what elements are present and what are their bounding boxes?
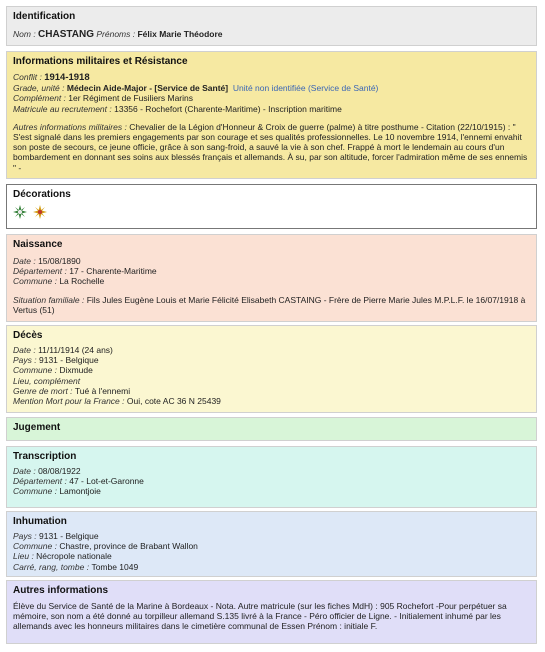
transcription-dept-label: Département	[13, 476, 63, 487]
militaire-heading: Informations militaires et Résistance	[13, 56, 188, 67]
inhumation-carre: Tombe 1049	[91, 561, 139, 572]
prenoms-value: Félix Marie Théodore	[137, 29, 223, 39]
prenoms-label: Prénoms	[96, 29, 131, 39]
autres-mil-value: Chevalier de la Légion d'Honneur & Croix de guerre (palme) à titre posthume - Citation (22/10/1915) : " S'est signalé dans les premiers engagements par son courage et ses qualités professionnelles. Le 10 novembre 1914, l'ennemi envahit son poste de secours, ce jeune officie, grâce à son sang-froid, a sauvé la vie à son chef. Frappé à mort le lendemain au cours d'un bombardement en donnant ses soins aux blessés français et allemands. À su, par son altitude, forcer l'admiration même de ses ennemis " -	[13, 121, 528, 173]
deces-commune-label: Commune	[13, 365, 53, 376]
deces-lieu-label: Lieu, complément	[13, 375, 81, 386]
deces-date: 11/11/1914 (24 ans)	[38, 345, 113, 355]
famille-value: Fils Jules Eugène Louis et Marie Félicité Elisabeth CASTAING - Frère de Pierre Marie Jules M.P.L.F. le 16/07/1918 à Vertus (51)	[13, 294, 526, 315]
section-inhumation: Inhumation Pays : 9131 - Belgique Commune : Chastre, province de Brabant Wallon Lieu : Nécropole nationale Carré, rang, tombe : Tombe 1049	[6, 511, 537, 577]
transcription-dept: 47 - Lot-et-Garonne	[69, 476, 144, 487]
inhumation-pays: 9131 - Belgique	[39, 531, 99, 541]
section-naissance: Naissance Date : 15/08/1890 Département : 17 - Charente-Maritime Commune : La Rochelle Situation familiale : Fils Jules Eugène Louis et Marie Félicité Elisabeth CASTAING - Frère de Pierre Marie Jules M.P.L.F. le 16/07/1918 à Vertus (51)	[6, 234, 537, 322]
inhumation-lieu-label: Lieu	[13, 551, 30, 562]
inhumation-lieu: Nécropole nationale	[36, 551, 112, 562]
naissance-date-label: Date	[13, 256, 31, 266]
decorations-heading: Décorations	[13, 189, 71, 200]
transcription-heading: Transcription	[13, 451, 77, 462]
deces-date-label: Date	[13, 345, 31, 355]
nom-value: CHASTANG	[38, 29, 94, 40]
deces-pays-label: Pays	[13, 355, 32, 366]
deces-mention: Oui, cote AC 36 N 25439	[126, 396, 221, 407]
section-militaire: Informations militaires et Résistance Conflit : 1914-1918 Grade, unité : Médecin Aide-Major - [Service de Santé] Unité non identifiée (Service de Santé) Complément : 1er Régiment de Fusiliers Marins Matricule au recrutement : 13356 - Rochefort (Charente-Maritime) - Inscription maritime Autres informations militaires : Chevalier de la Légion d'Honneur & Croix de guerre (palme) à titre posthume - Citation (22/10/1915) : " S'est signalé dans les premiers engagements par son courage et ses qualités professionnelles. Le 10 novembre 1914, l'ennemi envahit son poste de secours, ce jeune officie, grâce à son sang-froid, a sauvé la vie à son chef. Frappé à mort le lendemain au cours d'un bombardement en donnant ses soins aux blessés français et allemands. À su, par son altitude, forcer l'admiration même de ses ennemis " -	[6, 51, 537, 179]
transcription-commune: Lamontjoie	[59, 486, 101, 497]
section-autres	[6, 580, 537, 644]
deces-heading: Décès	[13, 330, 43, 341]
complement-value: 1er Régiment de Fusiliers Marins	[68, 93, 193, 104]
deces-mention-label: Mention Mort pour la France	[13, 396, 120, 407]
legion-honneur-icon[interactable]	[13, 205, 27, 219]
naissance-date: 15/08/1890	[38, 256, 81, 266]
naissance-commune-label: Commune	[13, 276, 53, 287]
section-decorations	[6, 184, 537, 229]
transcription-commune-label: Commune	[13, 486, 53, 497]
famille-label: Situation familiale	[13, 294, 80, 305]
grade-value: Médecin Aide-Major - [Service de Santé]	[66, 83, 229, 94]
deces-commune: Dixmude	[59, 365, 93, 376]
autres-mil-label: Autres informations militaires	[13, 121, 123, 132]
section-identification: Identification Nom : CHASTANG Prénoms : Félix Marie Théodore	[6, 6, 537, 46]
autres-text: Élève du Service de Santé de la Marine à Bordeaux - Nota. Autre matricule (sur les fiches MdH) : 905 Rochefort -Pour perpétuer sa mémoire, son nom a été donné au torpilleur allemand S.135 livré à la France - Péro officier de Ligne. - Initialement inhumé par les allemands avec les honneurs militaires dans le cimetière communal de Essen Prénom : initiale F.	[13, 601, 507, 632]
croix-de-guerre-icon[interactable]	[33, 205, 47, 219]
inhumation-carre-label: Carré, rang, tombe	[13, 561, 85, 572]
jugement-heading: Jugement	[13, 422, 61, 433]
inhumation-heading: Inhumation	[13, 516, 67, 527]
inhumation-commune: Chastre, province de Brabant Wallon	[59, 541, 198, 552]
complement-label: Complément	[13, 93, 62, 104]
section-transcription: Transcription Date : 08/08/1922 Département : 47 - Lot-et-Garonne Commune : Lamontjoie	[6, 446, 537, 508]
unite-link[interactable]: Unité non identifiée (Service de Santé)	[232, 83, 379, 94]
deces-pays: 9131 - Belgique	[39, 355, 99, 366]
naissance-heading: Naissance	[13, 239, 63, 250]
inhumation-commune-label: Commune	[13, 541, 53, 552]
naissance-commune: La Rochelle	[59, 276, 105, 287]
transcription-date: 08/08/1922	[38, 466, 81, 476]
inhumation-pays-label: Pays	[13, 531, 32, 541]
conflit-value: 1914-1918	[44, 72, 90, 83]
deces-genre-label: Genre de mort	[13, 385, 68, 396]
transcription-date-label: Date	[13, 466, 31, 476]
naissance-dept-label: Département	[13, 266, 63, 277]
naissance-dept: 17 - Charente-Maritime	[69, 266, 157, 277]
autres-heading: Autres informations	[13, 585, 109, 596]
matricule-label: Matricule au recrutement	[13, 103, 108, 114]
nom-label: Nom	[13, 29, 31, 39]
matricule-value: 13356 - Rochefort (Charente-Maritime) - Inscription maritime	[114, 103, 342, 114]
conflit-label: Conflit	[13, 72, 38, 82]
section-jugement	[6, 417, 537, 441]
identification-heading: Identification	[13, 11, 76, 22]
deces-genre: Tué à l'ennemi	[74, 385, 131, 396]
grade-label: Grade, unité	[13, 83, 60, 94]
section-deces: Décès Date : 11/11/1914 (24 ans) Pays : 9131 - Belgique Commune : Dixmude Lieu, complément Genre de mort : Tué à l'ennemi Mention Mort pour la France : Oui, cote AC 36 N 25439	[6, 325, 537, 413]
